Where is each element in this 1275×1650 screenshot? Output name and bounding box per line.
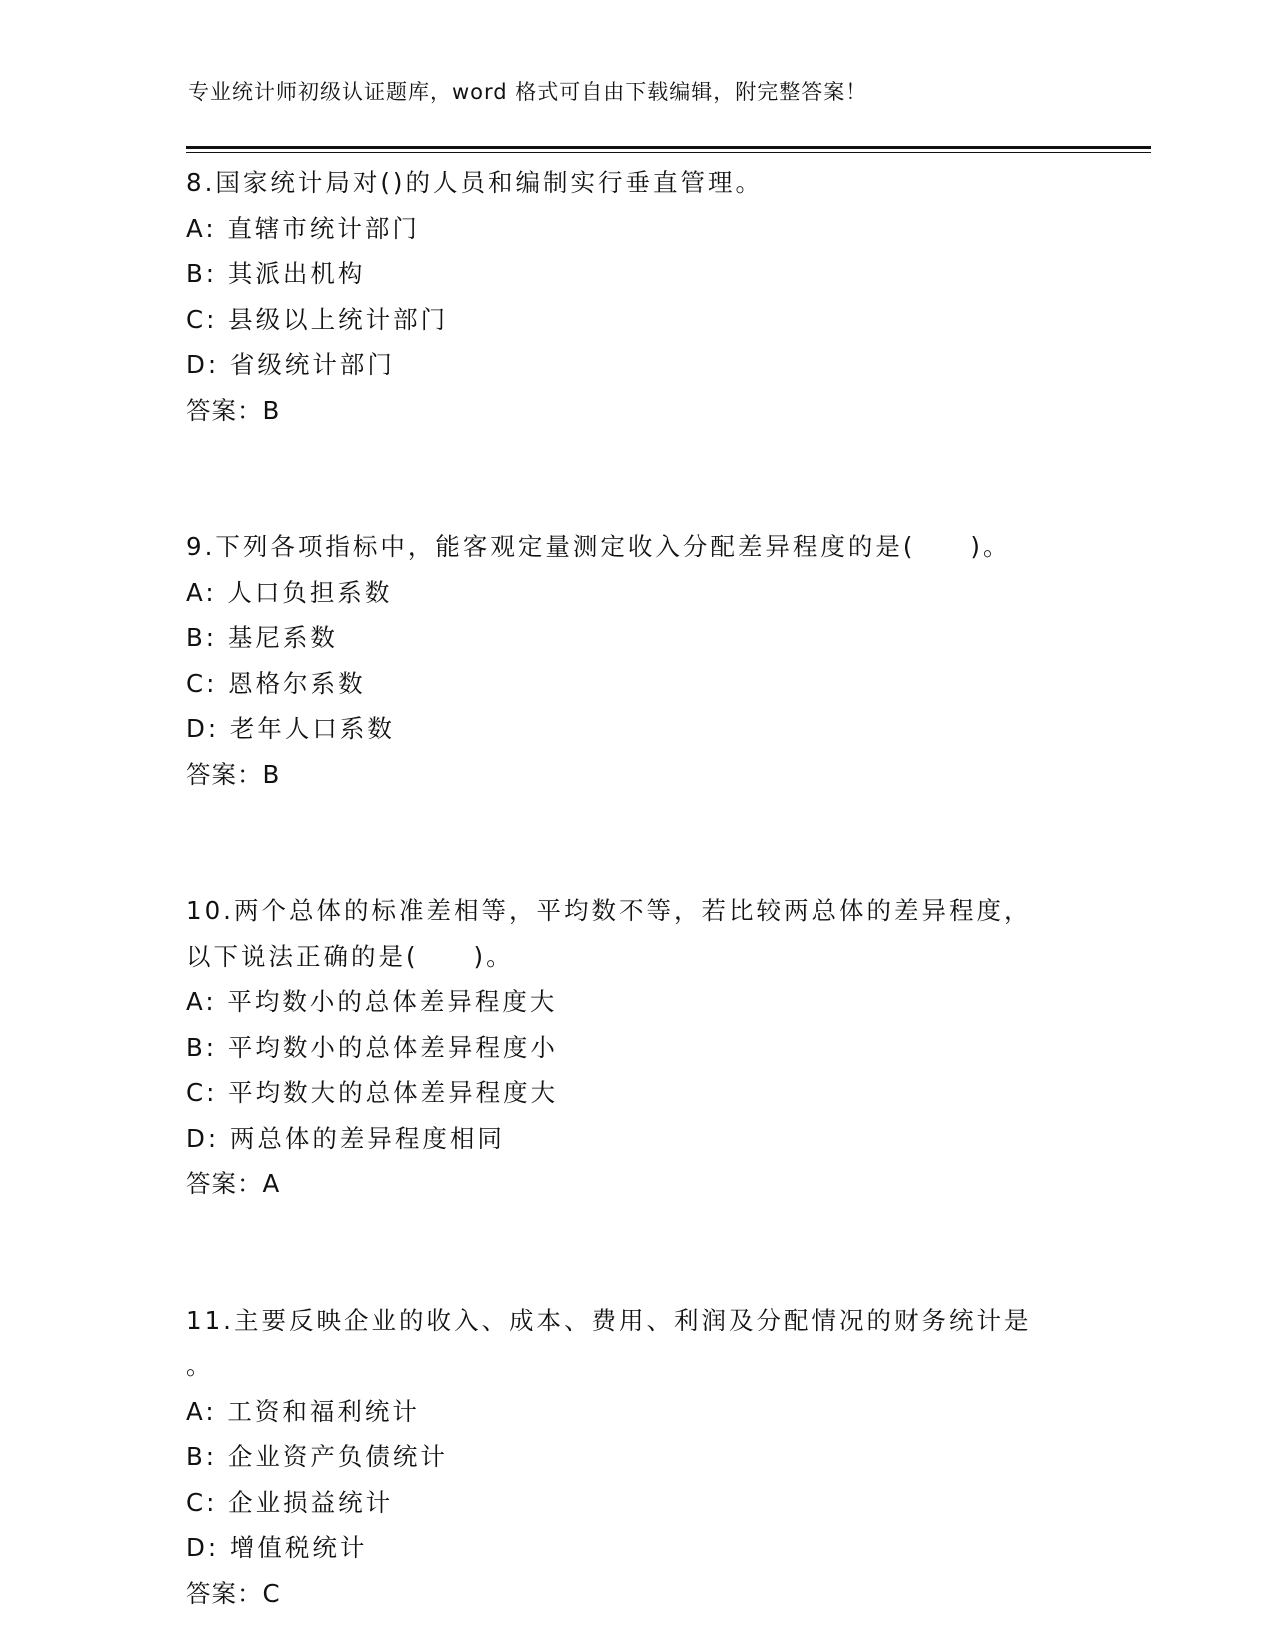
option-b: B: 其派出机构	[186, 259, 366, 288]
option-a: A: 直辖市统计部门	[186, 213, 420, 243]
answer-line: 答案：A	[186, 1169, 281, 1198]
option-a: A: 工资和福利统计	[186, 1396, 420, 1426]
question-gap	[186, 1207, 1106, 1298]
question-block	[186, 524, 1106, 797]
option-b: B: 平均数小的总体差异程度小	[186, 1032, 558, 1062]
option-c: C: 县级以上统计部门	[186, 304, 449, 334]
option-c: C: 恩格尔系数	[186, 668, 366, 698]
question-stem-continued: 。	[186, 1351, 214, 1380]
option-b: B: 企业资产负债统计	[186, 1442, 448, 1471]
option-d: D: 增值税统计	[186, 1533, 368, 1562]
header-rule-thin	[186, 152, 1151, 153]
option-d: D: 两总体的差异程度相同	[186, 1123, 505, 1153]
header-rule-thick	[186, 146, 1151, 149]
question-stem: 8.国家统计局对()的人员和编制实行垂直管理。	[186, 168, 763, 197]
option-c: C: 平均数大的总体差异程度大	[186, 1078, 559, 1107]
option-b: B: 基尼系数	[186, 623, 338, 652]
option-c: C: 企业损益统计	[186, 1487, 394, 1517]
answer-line: 答案：B	[186, 395, 281, 425]
question-block	[186, 160, 1106, 433]
question-stem-continued: 以下说法正确的是( )。	[186, 941, 514, 971]
question-block	[186, 888, 1106, 1207]
question-list	[186, 160, 1106, 1616]
answer-line: 答案：B	[186, 759, 281, 789]
question-gap	[186, 797, 1106, 888]
option-a: A: 平均数小的总体差异程度大	[186, 987, 558, 1016]
option-d: D: 省级统计部门	[186, 350, 395, 379]
answer-line: 答案：C	[186, 1578, 281, 1608]
question-gap	[186, 433, 1106, 524]
question-stem: 10.两个总体的标准差相等，平均数不等，若比较两总体的差异程度，	[186, 896, 1032, 925]
option-d: D: 老年人口系数	[186, 714, 395, 743]
question-stem: 9.下列各项指标中，能客观定量测定收入分配差异程度的是( )。	[186, 532, 1011, 561]
option-a: A: 人口负担系数	[186, 577, 393, 607]
document-header: 专业统计师初级认证题库，word 格式可自由下载编辑，附完整答案！	[188, 80, 868, 104]
question-stem: 11.主要反映企业的收入、成本、费用、利润及分配情况的财务统计是	[186, 1305, 1032, 1335]
question-block	[186, 1298, 1106, 1617]
